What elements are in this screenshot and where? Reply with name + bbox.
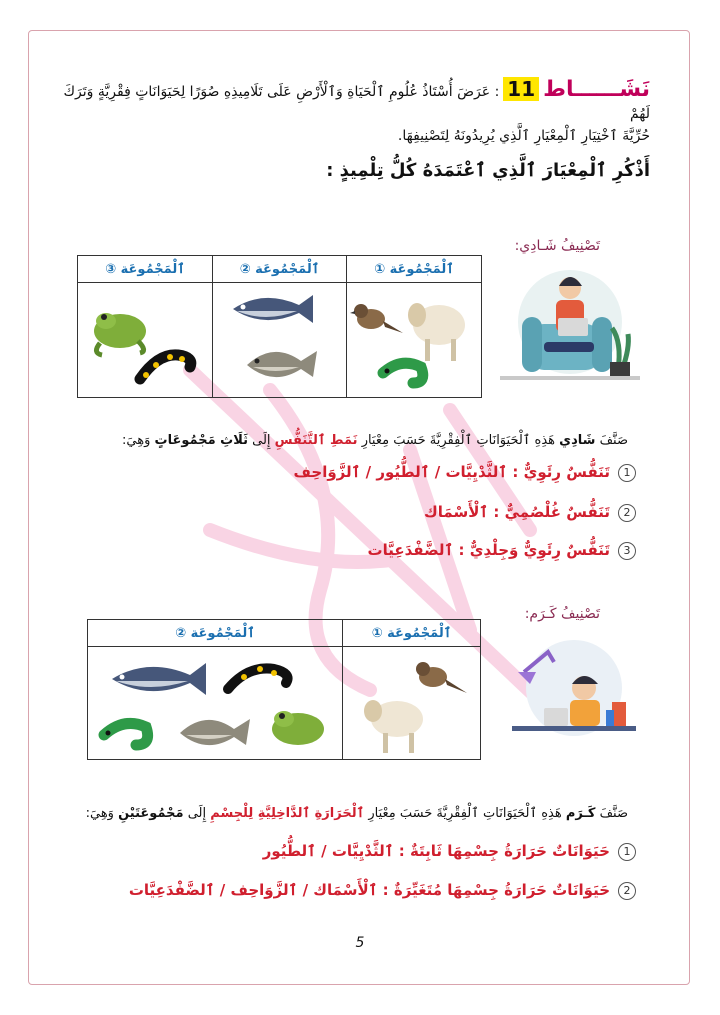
chameleon-image [383, 363, 423, 383]
shadi-header-group-2: ٱلْمَجْمُوعَة ② [213, 256, 347, 283]
karam-para-d: وَهِيَ: [85, 806, 119, 821]
student-reading-illustration [500, 262, 640, 390]
shadi-criterion: نَمَطِ ٱلتَّنَفُّسِ [274, 433, 358, 448]
shadi-header-group-3: ٱلْمَجْمُوعَة ③ [78, 256, 213, 283]
karam-name: كَـرَم [565, 806, 596, 821]
sparrow-image [416, 662, 467, 693]
shadi-item-1 [294, 463, 636, 482]
item-number: 1 [618, 843, 636, 861]
salamander-image [140, 354, 191, 379]
item-text: تَنَفُّسٌ غُلْصُمِيٌّ : ٱلْأَسْمَاك [424, 503, 610, 521]
shadi-para-b: هَذِهِ ٱلْحَيَوَانَاتِ ٱلْفِقْرِيَّةَ حَسَبَ مِعْيَارِ [357, 433, 560, 448]
activity-intro [60, 78, 650, 125]
intro-line-1: عَرَضَ أُسْتَاذُ عُلُومِ ٱلْحَيَاةِ وَٱلْأَرْضِ عَلَى تَلَامِيذِهِ صُوَرًا لِحَيَوَانَاتٍ فِقْرِيَّةٍ وَتَرَكَ لَهُمْ [63, 84, 650, 122]
karam-para-a: صَنَّفَ [595, 806, 628, 821]
sheep-image [408, 303, 465, 361]
page-number: 5 [355, 935, 365, 951]
sea-bream-fish-image [247, 351, 317, 377]
shadi-para-a: صَنَّفَ [595, 433, 628, 448]
item-number: 2 [618, 504, 636, 522]
karam-item-1 [263, 842, 636, 861]
intro-line-2: حُرِّيَّةَ ٱخْتِيَارِ ٱلْمِعْيَارِ ٱلَّذِي يُرِيدُونَهُ لِتَصْنِيفِهَا. [397, 128, 650, 144]
frog-image [272, 711, 324, 745]
tuna-fish-image [112, 663, 206, 695]
karam-paragraph [48, 806, 628, 821]
shadi-count: ثَلَاثِ مَجْمُوعَاتٍ [154, 433, 248, 448]
salamander-image [228, 666, 288, 689]
item-number: 2 [618, 882, 636, 900]
activity-separator: : [494, 84, 500, 100]
shadi-name: شَادِي [559, 433, 596, 448]
item-number: 1 [618, 464, 636, 482]
shadi-item-3 [368, 541, 636, 560]
shadi-cell-group-2 [213, 283, 347, 398]
frog-image [94, 313, 146, 355]
karam-criterion: ٱلْحَرَارَةِ ٱلدَّاخِلِيَّةِ لِلْجِسْمِ [210, 806, 365, 821]
item-text: حَيَوَانَاتٌ حَرَارَةُ جِسْمِهَا مُتَغَيِّرَةٌ : ٱلْأَسْمَاك / ٱلزَّوَاحِف / ٱلضَّفْدَعِيَّات [128, 881, 610, 899]
item-number: 3 [618, 542, 636, 560]
shadi-cell-group-1 [347, 283, 482, 398]
item-text: تَنَفُّسٌ رِئَوِيٌّ وَجِلْدِيٌّ : ٱلضَّفْدَعِيَّات [367, 541, 610, 559]
sea-bream-fish-image [180, 719, 250, 745]
item-text: حَيَوَانَاتٌ حَرَارَةُ جِسْمِهَا ثَابِتَةٌ : ٱلثَّدْيِيَّات / ٱلطُّيُور [262, 842, 610, 860]
shadi-item-2 [424, 503, 636, 522]
karam-header-group-1: ٱلْمَجْمُوعَة ① [343, 620, 481, 647]
karam-item-2 [129, 881, 636, 900]
student-desk-illustration [508, 632, 640, 744]
shadi-paragraph [68, 433, 628, 448]
karam-groups-table [87, 619, 481, 760]
sheep-image [364, 700, 423, 753]
shadi-para-c: إِلَى [247, 433, 275, 448]
shadi-header-group-1: ٱلْمَجْمُوعَة ① [347, 256, 482, 283]
task-question: أَذْكُرِ ٱلْمِعْيَارَ ٱلَّذِي ٱعْتَمَدَهُ كُلُّ تِلْمِيذٍ : [326, 160, 650, 181]
karam-cell-group-2 [88, 647, 343, 760]
shadi-para-d: وَهِيَ: [122, 433, 155, 448]
chameleon-image [104, 723, 148, 745]
sparrow-image [350, 304, 403, 333]
item-text: تَنَفُّسٌ رِئَوِيٌّ : ٱلثَّدْيِيَّات / ٱلطُّيُور / ٱلزَّوَاحِف [293, 463, 610, 481]
karam-header-group-2: ٱلْمَجْمُوعَة ② [88, 620, 343, 647]
karam-para-c: إِلَى [183, 806, 211, 821]
tuna-fish-image [233, 295, 313, 323]
shadi-groups-table [77, 255, 482, 398]
karam-para-b: هَذِهِ ٱلْحَيَوَانَاتِ ٱلْفِقْرِيَّةَ حَسَبَ مِعْيَارِ [364, 806, 566, 821]
activity-number: 11 [503, 77, 539, 101]
activity-label: نَشَــــــاط [543, 77, 650, 102]
karam-cell-group-1 [343, 647, 481, 760]
shadi-heading: تَصْنِيفُ شَـادِي: [514, 238, 600, 254]
shadi-cell-group-3 [78, 283, 213, 398]
karam-heading: تَصْنِيفُ كَـرَم: [524, 606, 600, 622]
karam-count: مَجْمُوعَتَيْنِ [118, 806, 184, 821]
